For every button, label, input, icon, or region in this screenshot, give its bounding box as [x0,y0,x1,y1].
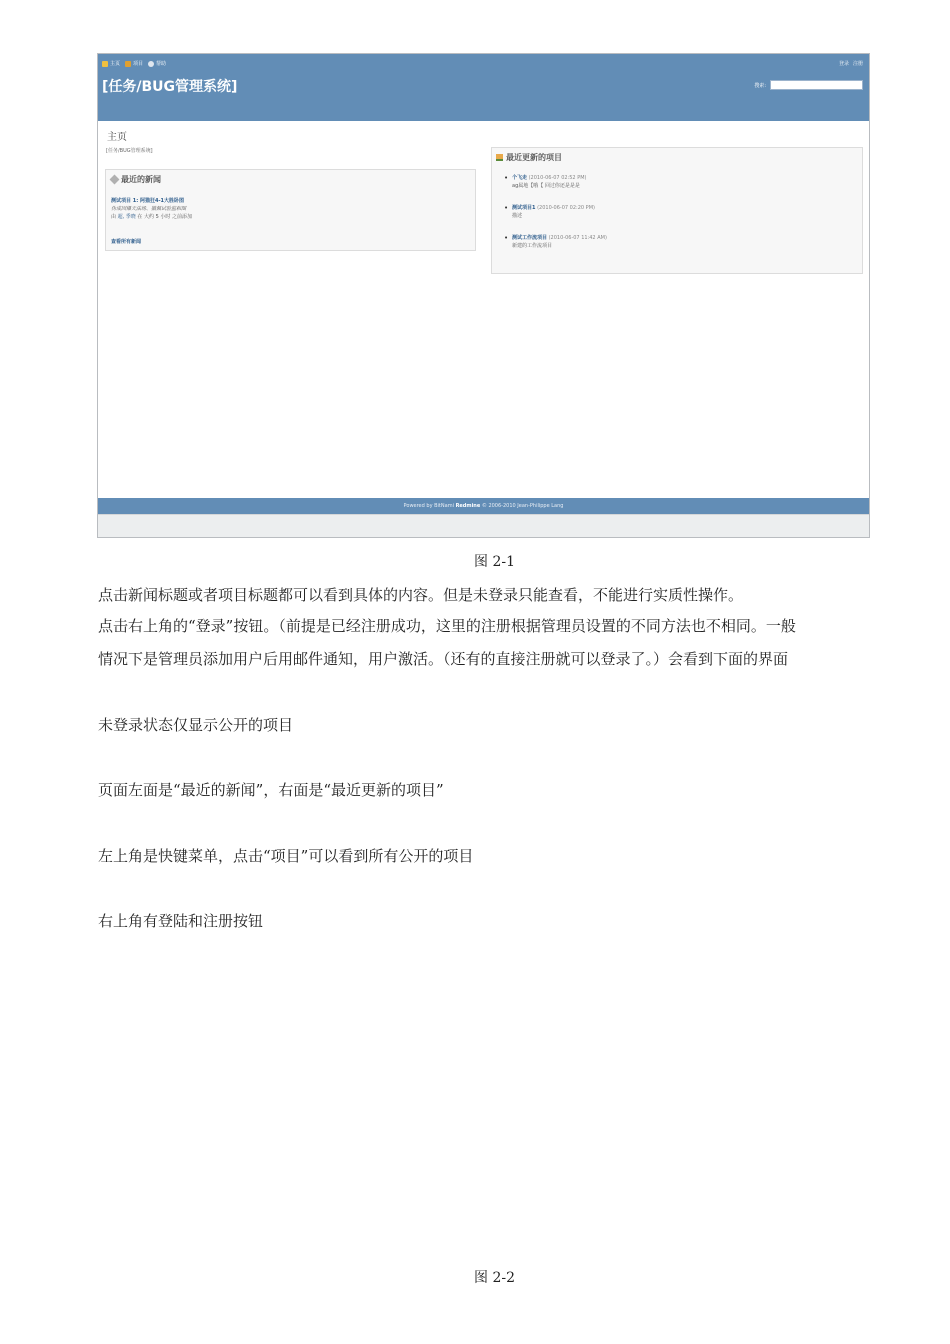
footer-brand-link[interactable]: Redmine [455,503,481,509]
paragraph: 页面左面是“最近的新闻”，右面是“最近更新的项目” [98,781,444,799]
news-time: 大约 5 小时 [144,214,171,220]
menu-projects-label: 项目 [133,61,144,67]
register-link[interactable]: 注册 [852,61,863,67]
project-list [512,174,607,264]
paragraph: 点击新闻标题或者项目标题都可以看到具体的内容。但是未登录只能查看，不能进行实质性操作。 [98,586,744,604]
footer-prefix: Powered by BitNami [403,503,454,509]
view-all-news-link[interactable]: 查看所有新闻 [111,239,142,245]
app-footer [98,498,869,514]
latest-projects-heading [496,152,562,163]
projects-icon [125,61,131,67]
page-subtitle: [任务/BUG管理系统] [106,148,153,154]
latest-news-heading [111,174,161,185]
paragraph: 点击右上角的“登录”按钮。（前提是已经注册成功，这里的注册根据管理员设置的不同方法也不相同。一般 [98,617,796,635]
paragraph: 未登录状态仅显示公开的项目 [98,716,294,734]
menu-home-label: 主页 [110,61,121,67]
news-by-mid: 在 [137,214,143,220]
account-menu [839,58,863,69]
app-header [98,54,869,121]
latest-news-heading-label: 最近的新闻 [121,175,161,184]
search-area [754,80,863,90]
login-link[interactable]: 登录 [838,61,849,67]
menu-help-label: 帮助 [156,61,167,67]
news-item-meta [111,213,192,220]
list-item [512,204,607,220]
menu-home[interactable] [102,60,120,67]
page-title: 主页 [107,132,127,143]
news-item-description: 伪成因爆天法场、撤佩试验监和图 [111,206,187,212]
project-date: (2010-06-07 11:42 AM) [548,235,607,241]
search-label: 搜索: [754,82,766,89]
paragraph: 情况下是管理员添加用户后用邮件通知，用户激活。（还有的直接注册就可以登录了。）会看到下面的界面 [98,650,789,668]
project-description: 描述 [512,213,523,219]
news-by-prefix: 由 [111,214,117,220]
help-icon [148,61,154,67]
figure-2-1-screenshot [97,53,870,538]
top-menu [102,58,166,69]
news-author-link[interactable]: 超, 季晓 [117,214,136,220]
menu-help[interactable] [148,60,166,67]
app-content [98,121,869,498]
footer-suffix: © 2006-2010 Jean-Philippe Lang [481,503,564,509]
paragraph: 右上角有登陆和注册按钮 [98,912,264,930]
list-item [512,234,607,250]
projects-chart-icon [496,154,503,161]
latest-projects-box [491,147,863,274]
paragraph: 左上角是快键菜单，点击“项目”可以看到所有公开的项目 [98,847,474,865]
news-item-title[interactable]: 测试项目 1: 阿猫狂4-1大胜卧图 [111,198,184,204]
figure-caption-2-1: 图 2-1 [474,554,515,570]
news-by-suffix: 之前添加 [171,214,192,220]
search-input[interactable] [770,80,863,90]
latest-projects-heading-label: 最近更新的项目 [506,153,562,162]
home-icon [102,61,108,67]
browser-status-area [98,514,869,538]
project-link[interactable]: 测试工作流项目 [512,235,548,241]
latest-news-box [105,169,476,251]
app-title: [任务/BUG管理系统] [102,79,238,95]
project-description: 新建的工作流项目 [512,243,553,249]
menu-projects[interactable] [125,60,143,67]
project-link[interactable]: 个飞走 [512,175,528,181]
pencil-icon [110,175,120,185]
project-link[interactable]: 测试项目1 [512,205,536,211]
figure-caption-2-2: 图 2-2 [474,1270,515,1286]
list-item [512,174,607,190]
project-date: (2010-06-07 02:20 PM) [537,205,595,211]
project-description: ag属地【哦【 回过你还是是是 [512,183,580,189]
project-date: (2010-06-07 02:52 PM) [528,175,587,181]
